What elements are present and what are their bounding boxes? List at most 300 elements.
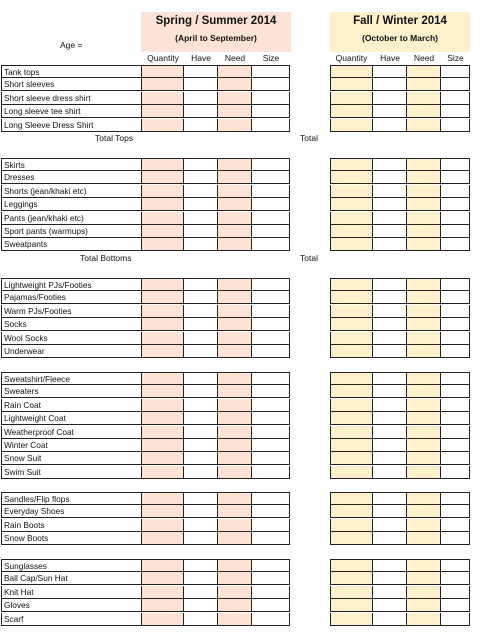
spring-size-cell[interactable]	[252, 532, 290, 545]
spring-summer-subtitle: (April to September)	[175, 33, 257, 43]
fall-need-cell[interactable]	[407, 559, 441, 572]
spring-need-cell[interactable]	[218, 291, 252, 304]
spring-need-cell[interactable]	[218, 318, 252, 331]
fall-have-cell[interactable]	[373, 318, 407, 331]
spring-have-cell[interactable]	[184, 278, 218, 291]
fall-size-cell[interactable]	[441, 65, 470, 78]
spring-quantity-cell[interactable]	[142, 599, 184, 612]
item-label: Pajamas/Footies	[1, 291, 142, 304]
fall-quantity-cell[interactable]	[330, 92, 373, 105]
fall-need-cell[interactable]	[407, 399, 441, 412]
fall-size-cell[interactable]	[441, 439, 470, 452]
spring-have-cell[interactable]	[184, 586, 218, 599]
fall-have-cell[interactable]	[373, 185, 407, 198]
spring-quantity-cell[interactable]	[142, 586, 184, 599]
spring-need-cell[interactable]	[218, 225, 252, 238]
fall-have-cell[interactable]	[373, 92, 407, 105]
spring-quantity-cell[interactable]	[142, 305, 184, 318]
spring-have-cell[interactable]	[184, 92, 218, 105]
spring-have-cell[interactable]	[184, 439, 218, 452]
spring-quantity-cell[interactable]	[142, 385, 184, 398]
spring-have-cell[interactable]	[184, 291, 218, 304]
fall-need-cell[interactable]	[407, 105, 441, 118]
spring-quantity-cell[interactable]	[142, 78, 184, 91]
spring-need-cell[interactable]	[218, 599, 252, 612]
spring-need-cell[interactable]	[218, 572, 252, 585]
fall-have-cell[interactable]	[373, 78, 407, 91]
fall-quantity-cell[interactable]	[330, 171, 373, 184]
item-row	[0, 291, 480, 304]
fall-need-cell[interactable]	[407, 291, 441, 304]
fall-quantity-cell[interactable]	[330, 185, 373, 198]
spring-quantity-cell[interactable]	[142, 519, 184, 532]
fall-need-cell[interactable]	[407, 492, 441, 505]
spring-size-cell[interactable]	[252, 119, 290, 132]
spring-quantity-cell[interactable]	[142, 278, 184, 291]
spring-quantity-cell[interactable]	[142, 105, 184, 118]
fall-have-cell[interactable]	[373, 599, 407, 612]
spring-need-cell[interactable]	[218, 412, 252, 425]
fall-quantity-cell[interactable]	[330, 198, 373, 211]
fall-quantity-cell[interactable]	[330, 105, 373, 118]
fall-need-cell[interactable]	[407, 318, 441, 331]
fall-size-cell[interactable]	[441, 171, 470, 184]
spring-quantity-cell[interactable]	[142, 318, 184, 331]
spring-size-cell[interactable]	[252, 65, 290, 78]
fall-size-cell[interactable]	[441, 572, 470, 585]
spring-have-cell[interactable]	[184, 345, 218, 358]
fall-quantity-cell[interactable]	[330, 505, 373, 518]
spring-quantity-cell[interactable]	[142, 492, 184, 505]
item-label: Wool Socks	[1, 332, 142, 345]
spring-have-cell[interactable]	[184, 466, 218, 479]
spring-have-cell[interactable]	[184, 158, 218, 171]
fall-size-cell[interactable]	[441, 613, 470, 626]
spring-size-cell[interactable]	[252, 399, 290, 412]
spring-have-cell[interactable]	[184, 305, 218, 318]
fall-size-cell[interactable]	[441, 238, 470, 251]
spring-have-cell[interactable]	[184, 426, 218, 439]
item-label: Snow Boots	[1, 532, 142, 545]
fall-need-cell[interactable]	[407, 372, 441, 385]
fall-have-cell[interactable]	[373, 613, 407, 626]
fall-have-cell[interactable]	[373, 238, 407, 251]
spring-size-cell[interactable]	[252, 385, 290, 398]
spring-need-cell[interactable]	[218, 399, 252, 412]
fall-need-cell[interactable]	[407, 426, 441, 439]
fall-need-cell[interactable]	[407, 305, 441, 318]
fall-have-cell[interactable]	[373, 532, 407, 545]
fall-need-cell[interactable]	[407, 586, 441, 599]
spring-need-cell[interactable]	[218, 466, 252, 479]
spring-quantity-cell[interactable]	[142, 198, 184, 211]
fall-quantity-cell[interactable]	[330, 372, 373, 385]
fall-quantity-cell[interactable]	[330, 305, 373, 318]
spring-size-cell[interactable]	[252, 559, 290, 572]
fall-need-cell[interactable]	[407, 119, 441, 132]
spring-size-cell[interactable]	[252, 426, 290, 439]
spring-quantity-cell[interactable]	[142, 412, 184, 425]
fall-size-cell[interactable]	[441, 559, 470, 572]
fall-size-cell[interactable]	[441, 158, 470, 171]
item-row	[0, 225, 480, 238]
spring-quantity-cell[interactable]	[142, 225, 184, 238]
spring-quantity-cell[interactable]	[142, 572, 184, 585]
fall-quantity-cell[interactable]	[330, 519, 373, 532]
fall-need-cell[interactable]	[407, 452, 441, 465]
spring-size-cell[interactable]	[252, 372, 290, 385]
item-row	[0, 466, 480, 479]
spring-have-cell[interactable]	[184, 105, 218, 118]
fall-quantity-cell[interactable]	[330, 158, 373, 171]
spring-size-cell[interactable]	[252, 572, 290, 585]
item-row	[0, 198, 480, 211]
spring-quantity-cell[interactable]	[142, 345, 184, 358]
spring-quantity-cell[interactable]	[142, 452, 184, 465]
fall-size-cell[interactable]	[441, 119, 470, 132]
spring-have-cell[interactable]	[184, 505, 218, 518]
item-label: Dresses	[1, 171, 142, 184]
fall-need-cell[interactable]	[407, 278, 441, 291]
fall-need-cell[interactable]	[407, 599, 441, 612]
fall-quantity-cell[interactable]	[330, 559, 373, 572]
spring-size-cell[interactable]	[252, 171, 290, 184]
spring-have-cell[interactable]	[184, 452, 218, 465]
spring-quantity-cell[interactable]	[142, 559, 184, 572]
fall-quantity-cell[interactable]	[330, 399, 373, 412]
spring-have-cell[interactable]	[184, 238, 218, 251]
fall-have-cell[interactable]	[373, 158, 407, 171]
fall-size-cell[interactable]	[441, 532, 470, 545]
spring-quantity-cell[interactable]	[142, 238, 184, 251]
fall-size-cell[interactable]	[441, 372, 470, 385]
fall-size-cell[interactable]	[441, 198, 470, 211]
spring-size-cell[interactable]	[252, 318, 290, 331]
spring-need-cell[interactable]	[218, 586, 252, 599]
fall-size-cell[interactable]	[441, 78, 470, 91]
item-row	[0, 492, 480, 505]
fall-need-cell[interactable]	[407, 332, 441, 345]
spring-have-cell[interactable]	[184, 572, 218, 585]
fall-need-cell[interactable]	[407, 505, 441, 518]
fall-size-cell[interactable]	[441, 426, 470, 439]
fall-size-cell[interactable]	[441, 452, 470, 465]
spring-size-cell[interactable]	[252, 505, 290, 518]
fall-size-cell[interactable]	[441, 185, 470, 198]
fall-need-cell[interactable]	[407, 519, 441, 532]
fall-need-cell[interactable]	[407, 212, 441, 225]
fall-size-cell[interactable]	[441, 599, 470, 612]
fall-have-cell[interactable]	[373, 212, 407, 225]
spring-size-cell[interactable]	[252, 105, 290, 118]
fall-quantity-cell[interactable]	[330, 78, 373, 91]
fall-have-cell[interactable]	[373, 572, 407, 585]
fall-quantity-cell[interactable]	[330, 466, 373, 479]
fall-have-cell[interactable]	[373, 505, 407, 518]
spring-need-cell[interactable]	[218, 332, 252, 345]
spring-need-cell[interactable]	[218, 238, 252, 251]
spring-have-cell[interactable]	[184, 185, 218, 198]
fall-need-cell[interactable]	[407, 466, 441, 479]
fall-have-cell[interactable]	[373, 412, 407, 425]
spring-have-cell[interactable]	[184, 559, 218, 572]
spring-size-cell[interactable]	[252, 158, 290, 171]
spring-size-cell[interactable]	[252, 291, 290, 304]
spring-have-cell[interactable]	[184, 225, 218, 238]
item-label: Long sleeve tee shirt	[1, 105, 142, 118]
fall-have-cell[interactable]	[373, 466, 407, 479]
spring-need-cell[interactable]	[218, 532, 252, 545]
fall-size-cell[interactable]	[441, 305, 470, 318]
spring-have-cell[interactable]	[184, 212, 218, 225]
fall-have-cell[interactable]	[373, 385, 407, 398]
item-row	[0, 452, 480, 465]
fall-quantity-cell[interactable]	[330, 212, 373, 225]
fall-quantity-cell[interactable]	[330, 492, 373, 505]
item-row	[0, 426, 480, 439]
spring-quantity-cell[interactable]	[142, 212, 184, 225]
fall-have-cell[interactable]	[373, 345, 407, 358]
fall-have-cell[interactable]	[373, 225, 407, 238]
fall-quantity-cell[interactable]	[330, 119, 373, 132]
fall-need-cell[interactable]	[407, 185, 441, 198]
spring-need-cell[interactable]	[218, 345, 252, 358]
fall-need-cell[interactable]	[407, 225, 441, 238]
fall-quantity-cell[interactable]	[330, 278, 373, 291]
fall-size-cell[interactable]	[441, 586, 470, 599]
fall-have-cell[interactable]	[373, 439, 407, 452]
fall-quantity-cell[interactable]	[330, 599, 373, 612]
spring-have-cell[interactable]	[184, 318, 218, 331]
spring-have-cell[interactable]	[184, 385, 218, 398]
item-row	[0, 278, 480, 291]
spring-quantity-cell[interactable]	[142, 505, 184, 518]
spring-have-cell[interactable]	[184, 171, 218, 184]
fall-need-cell[interactable]	[407, 158, 441, 171]
fall-quantity-cell[interactable]	[330, 65, 373, 78]
fall-have-cell[interactable]	[373, 399, 407, 412]
spring-have-cell[interactable]	[184, 519, 218, 532]
spring-need-cell[interactable]	[218, 105, 252, 118]
fall-quantity-cell[interactable]	[330, 426, 373, 439]
spring-have-cell[interactable]	[184, 532, 218, 545]
spring-need-cell[interactable]	[218, 158, 252, 171]
fall-quantity-cell[interactable]	[330, 586, 373, 599]
spring-quantity-cell[interactable]	[142, 372, 184, 385]
fall-quantity-cell[interactable]	[330, 613, 373, 626]
fall-quantity-cell[interactable]	[330, 332, 373, 345]
fall-need-cell[interactable]	[407, 345, 441, 358]
spring-size-cell[interactable]	[252, 212, 290, 225]
fall-need-cell[interactable]	[407, 198, 441, 211]
spring-have-cell[interactable]	[184, 332, 218, 345]
spring-size-cell[interactable]	[252, 332, 290, 345]
spring-quantity-cell[interactable]	[142, 532, 184, 545]
spring-size-cell[interactable]	[252, 613, 290, 626]
spring-size-cell[interactable]	[252, 92, 290, 105]
spring-size-cell[interactable]	[252, 412, 290, 425]
spring-size-cell[interactable]	[252, 238, 290, 251]
spring-need-cell[interactable]	[218, 426, 252, 439]
fall-size-cell[interactable]	[441, 278, 470, 291]
spring-need-cell[interactable]	[218, 278, 252, 291]
fall-have-cell[interactable]	[373, 291, 407, 304]
spring-quantity-cell[interactable]	[142, 399, 184, 412]
fall-size-cell[interactable]	[441, 318, 470, 331]
fall-need-cell[interactable]	[407, 78, 441, 91]
fall-have-cell[interactable]	[373, 559, 407, 572]
fall-quantity-cell[interactable]	[330, 439, 373, 452]
fall-need-cell[interactable]	[407, 65, 441, 78]
spring-need-cell[interactable]	[218, 372, 252, 385]
fall-quantity-cell[interactable]	[330, 572, 373, 585]
item-row	[0, 532, 480, 545]
spring-have-cell[interactable]	[184, 198, 218, 211]
fall-have-cell[interactable]	[373, 492, 407, 505]
spring-need-cell[interactable]	[218, 439, 252, 452]
spring-have-cell[interactable]	[184, 399, 218, 412]
spring-size-cell[interactable]	[252, 519, 290, 532]
spring-size-cell[interactable]	[252, 225, 290, 238]
fall-quantity-cell[interactable]	[330, 452, 373, 465]
spring-size-cell[interactable]	[252, 185, 290, 198]
fall-quantity-cell[interactable]	[330, 318, 373, 331]
fall-size-cell[interactable]	[441, 505, 470, 518]
spring-quantity-cell[interactable]	[142, 439, 184, 452]
spring-need-cell[interactable]	[218, 452, 252, 465]
spring-need-cell[interactable]	[218, 505, 252, 518]
fall-size-cell[interactable]	[441, 92, 470, 105]
fall-need-cell[interactable]	[407, 92, 441, 105]
fall-size-cell[interactable]	[441, 332, 470, 345]
fall-size-cell[interactable]	[441, 519, 470, 532]
spring-quantity-cell[interactable]	[142, 158, 184, 171]
item-label: Socks	[1, 318, 142, 331]
spring-need-cell[interactable]	[218, 559, 252, 572]
fall-size-cell[interactable]	[441, 345, 470, 358]
fall-size-cell[interactable]	[441, 225, 470, 238]
fall-need-cell[interactable]	[407, 171, 441, 184]
item-row	[0, 65, 480, 78]
fall-have-cell[interactable]	[373, 426, 407, 439]
fall-quantity-cell[interactable]	[330, 238, 373, 251]
fall-need-cell[interactable]	[407, 385, 441, 398]
spring-need-cell[interactable]	[218, 185, 252, 198]
fall-need-cell[interactable]	[407, 532, 441, 545]
spring-size-cell[interactable]	[252, 466, 290, 479]
spring-quantity-cell[interactable]	[142, 613, 184, 626]
spring-need-cell[interactable]	[218, 65, 252, 78]
fall-need-cell[interactable]	[407, 613, 441, 626]
spring-size-cell[interactable]	[252, 278, 290, 291]
fall-have-cell[interactable]	[373, 198, 407, 211]
spring-need-cell[interactable]	[218, 198, 252, 211]
spring-size-cell[interactable]	[252, 599, 290, 612]
spring-size-cell[interactable]	[252, 198, 290, 211]
fall-need-cell[interactable]	[407, 572, 441, 585]
fall-size-cell[interactable]	[441, 412, 470, 425]
spring-need-cell[interactable]	[218, 305, 252, 318]
fall-have-cell[interactable]	[373, 278, 407, 291]
fall-have-cell[interactable]	[373, 119, 407, 132]
spring-quantity-cell[interactable]	[142, 185, 184, 198]
item-row	[0, 318, 480, 331]
fall-have-header: Have	[380, 53, 400, 63]
fall-have-cell[interactable]	[373, 105, 407, 118]
fall-size-cell[interactable]	[441, 105, 470, 118]
spring-have-cell[interactable]	[184, 119, 218, 132]
spring-have-cell[interactable]	[184, 78, 218, 91]
spring-need-cell[interactable]	[218, 613, 252, 626]
spring-size-cell[interactable]	[252, 78, 290, 91]
spring-need-cell[interactable]	[218, 119, 252, 132]
spring-quantity-cell[interactable]	[142, 332, 184, 345]
fall-need-cell[interactable]	[407, 439, 441, 452]
fall-quantity-cell[interactable]	[330, 291, 373, 304]
spring-size-cell[interactable]	[252, 452, 290, 465]
fall-size-cell[interactable]	[441, 466, 470, 479]
fall-size-cell[interactable]	[441, 492, 470, 505]
fall-have-cell[interactable]	[373, 65, 407, 78]
spring-need-cell[interactable]	[218, 171, 252, 184]
spring-quantity-cell[interactable]	[142, 65, 184, 78]
spring-have-cell[interactable]	[184, 613, 218, 626]
spring-quantity-cell[interactable]	[142, 426, 184, 439]
spring-size-cell[interactable]	[252, 305, 290, 318]
fall-quantity-cell[interactable]	[330, 412, 373, 425]
fall-have-cell[interactable]	[373, 586, 407, 599]
spring-size-cell[interactable]	[252, 586, 290, 599]
spring-quantity-cell[interactable]	[142, 171, 184, 184]
fall-have-cell[interactable]	[373, 372, 407, 385]
spring-need-cell[interactable]	[218, 212, 252, 225]
spring-size-cell[interactable]	[252, 439, 290, 452]
spring-have-cell[interactable]	[184, 65, 218, 78]
fall-quantity-cell[interactable]	[330, 385, 373, 398]
spring-have-cell[interactable]	[184, 599, 218, 612]
spring-quantity-cell[interactable]	[142, 291, 184, 304]
fall-size-cell[interactable]	[441, 399, 470, 412]
spring-have-cell[interactable]	[184, 492, 218, 505]
fall-size-cell[interactable]	[441, 385, 470, 398]
fall-quantity-cell[interactable]	[330, 345, 373, 358]
fall-have-cell[interactable]	[373, 305, 407, 318]
spring-need-cell[interactable]	[218, 385, 252, 398]
age-label: Age =	[60, 40, 83, 50]
spring-need-cell[interactable]	[218, 492, 252, 505]
spring-need-cell[interactable]	[218, 92, 252, 105]
fall-size-cell[interactable]	[441, 291, 470, 304]
fall-have-cell[interactable]	[373, 171, 407, 184]
spring-have-cell[interactable]	[184, 412, 218, 425]
spring-need-cell[interactable]	[218, 519, 252, 532]
fall-have-cell[interactable]	[373, 519, 407, 532]
fall-have-cell[interactable]	[373, 452, 407, 465]
spring-quantity-cell[interactable]	[142, 466, 184, 479]
spring-quantity-cell[interactable]	[142, 119, 184, 132]
spring-size-cell[interactable]	[252, 345, 290, 358]
spring-have-cell[interactable]	[184, 372, 218, 385]
fall-quantity-cell[interactable]	[330, 225, 373, 238]
fall-need-cell[interactable]	[407, 412, 441, 425]
spring-need-cell[interactable]	[218, 78, 252, 91]
fall-size-cell[interactable]	[441, 212, 470, 225]
fall-need-cell[interactable]	[407, 238, 441, 251]
fall-have-cell[interactable]	[373, 332, 407, 345]
spring-quantity-cell[interactable]	[142, 92, 184, 105]
fall-quantity-cell[interactable]	[330, 532, 373, 545]
spring-size-cell[interactable]	[252, 492, 290, 505]
